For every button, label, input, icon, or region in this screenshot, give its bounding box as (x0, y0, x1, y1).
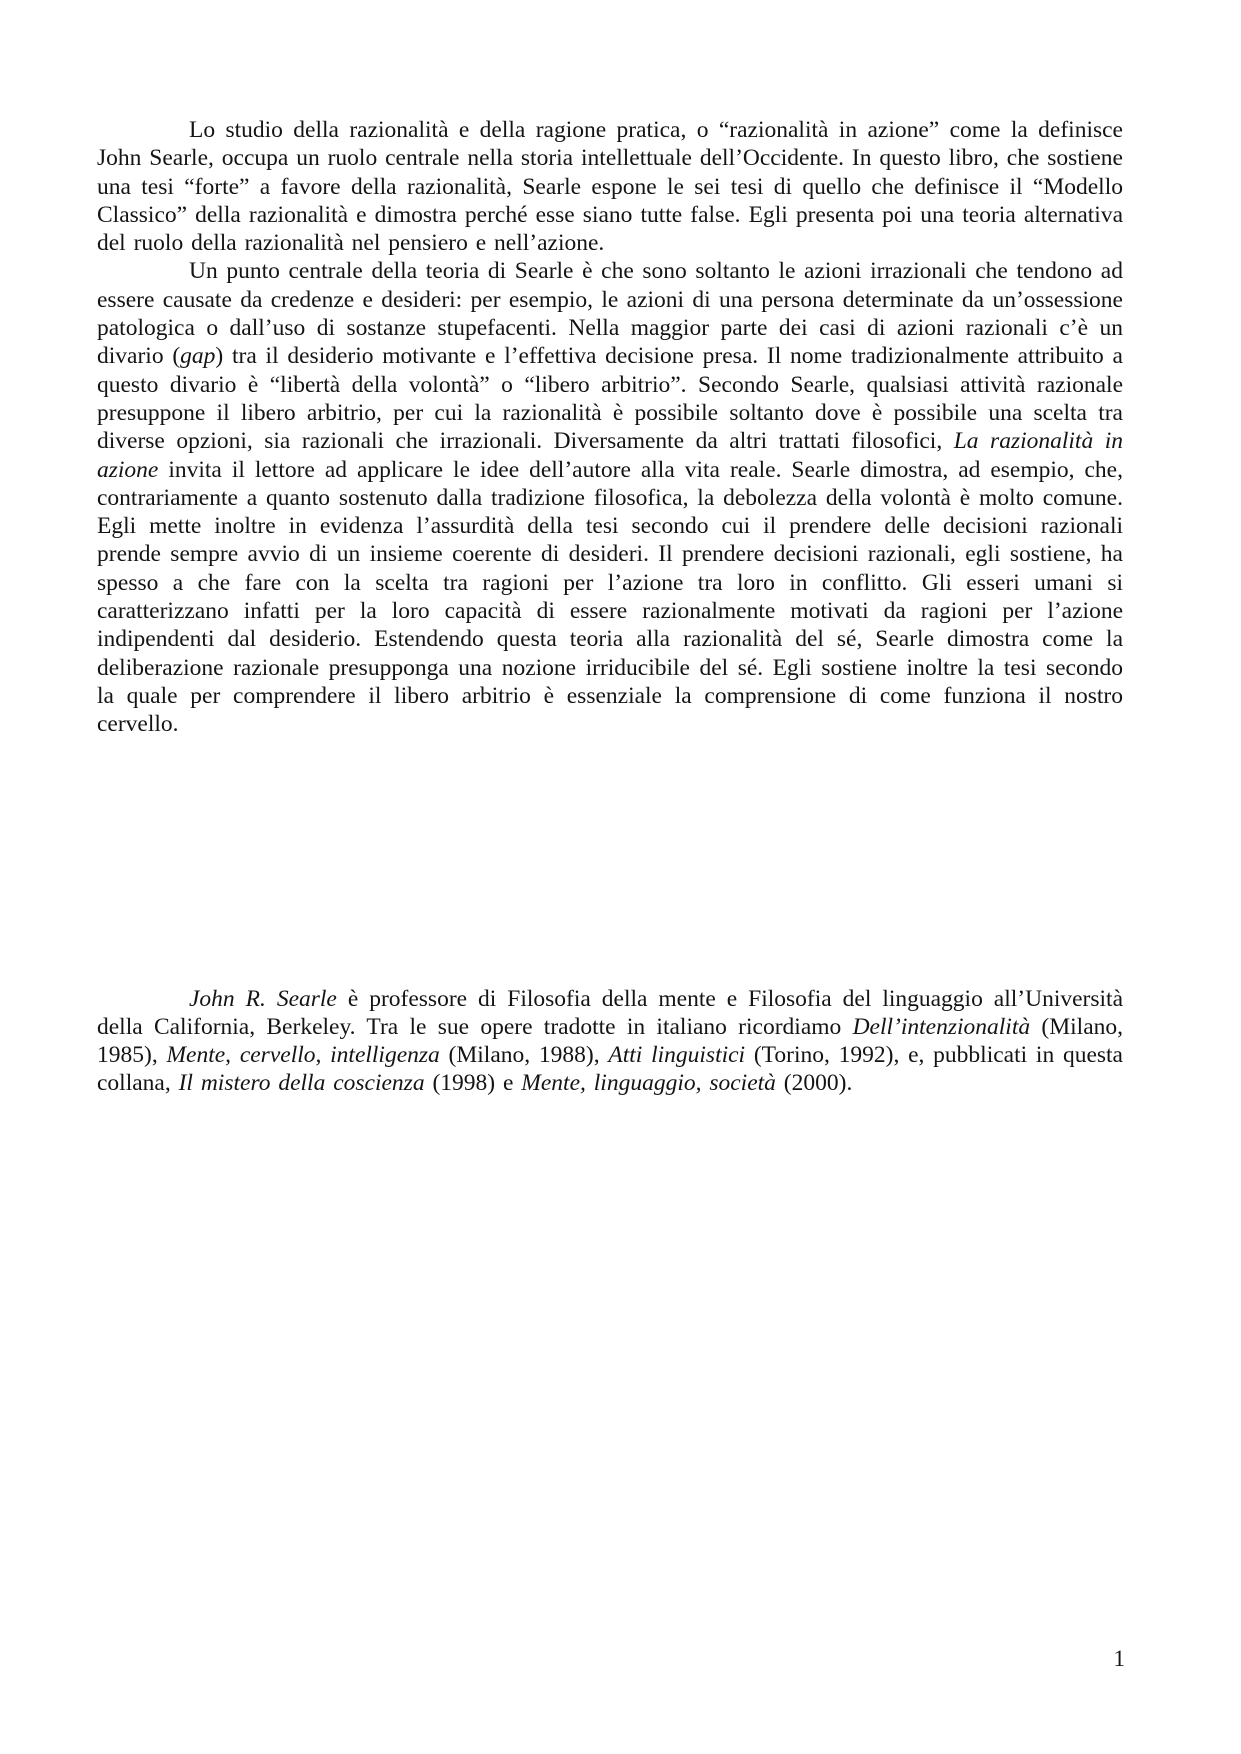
main-paragraph: Un punto centrale della teoria di Searle è che sono soltanto le azioni irrazionali che tendono ad essere causate da credenze e desideri: per esempio, le azioni di una persona determinate da un’ossessione patologica o dall’uso di sostanze stupefacenti. Nella maggior parte dei casi di azioni razionali c’è un divario (gap) tra il desiderio motivante e l’effettiva decisione presa. Il nome tradizionalmente attribuito a questo divario è “libertà della volontà” o “libero arbitrio”. Secondo Searle, qualsiasi attività razionale presuppone il libero arbitrio, per cui la razionalità è possibile soltanto dove è possibile una scelta tra diverse opzioni, sia razionali che irrazionali. Diversamente da altri trattati filosofici, La razionalità in azione invita il lettore ad applicare le idee dell’autore alla vita reale. Searle dimostra, ad esempio, che, contrariamente a quanto sostenuto dalla tradizione filosofica, la debolezza della volontà è molto comune. Egli mette inoltre in evidenza l’assurdità della tesi secondo cui il prendere delle decisioni razionali prende sempre avvio di un insieme coerente di desideri. Il prendere decisioni razionali, egli sostiene, ha spesso a che fare con la scelta tra ragioni per l’azione tra loro in conflitto. Gli esseri umani si caratterizzano infatti per la loro capacità di essere razionalmente motivati da ragioni per l’azione indipendenti dal desiderio. Estendendo questa teoria alla razionalità del sé, Searle dimostra come la deliberazione razionale presupponga una nozione irriducibile del sé. Egli sostiene inoltre la tesi secondo la quale per comprendere il libero arbitrio è essenziale la comprensione di come funziona il nostro cervello. (97, 258, 1123, 738)
intro-paragraph: Lo studio della razionalità e della ragione pratica, o “razionalità in azione” come la definisce John Searle, occupa un ruolo centrale nella storia intellettuale dell’Occidente. In questo libro, che sostiene una tesi “forte” a favore della razionalità, Searle espone le sei tesi di quello che definisce il “Modello Classico” della razionalità e dimostra perché esse siano tutte false. Egli presenta poi una teoria alternativa del ruolo della razionalità nel pensiero e nell’azione. (97, 117, 1123, 257)
body-text (97, 116, 1123, 1098)
author-bio-paragraph: John R. Searle è professore di Filosofia della mente e Filosofia del linguaggio all’Università della California, Berkeley. Tra le sue opere tradotte in italiano ricordiamo Dell’intenzionalità (Milano, 1985), Mente, cervello, intelligenza (Milano, 1988), Atti linguistici (Torino, 1992), e, pubblicati in questa collana, Il mistero della coscienza (1998) e Mente, linguaggio, società (2000). (97, 985, 1123, 1097)
page-number: 1 (1113, 1646, 1125, 1671)
